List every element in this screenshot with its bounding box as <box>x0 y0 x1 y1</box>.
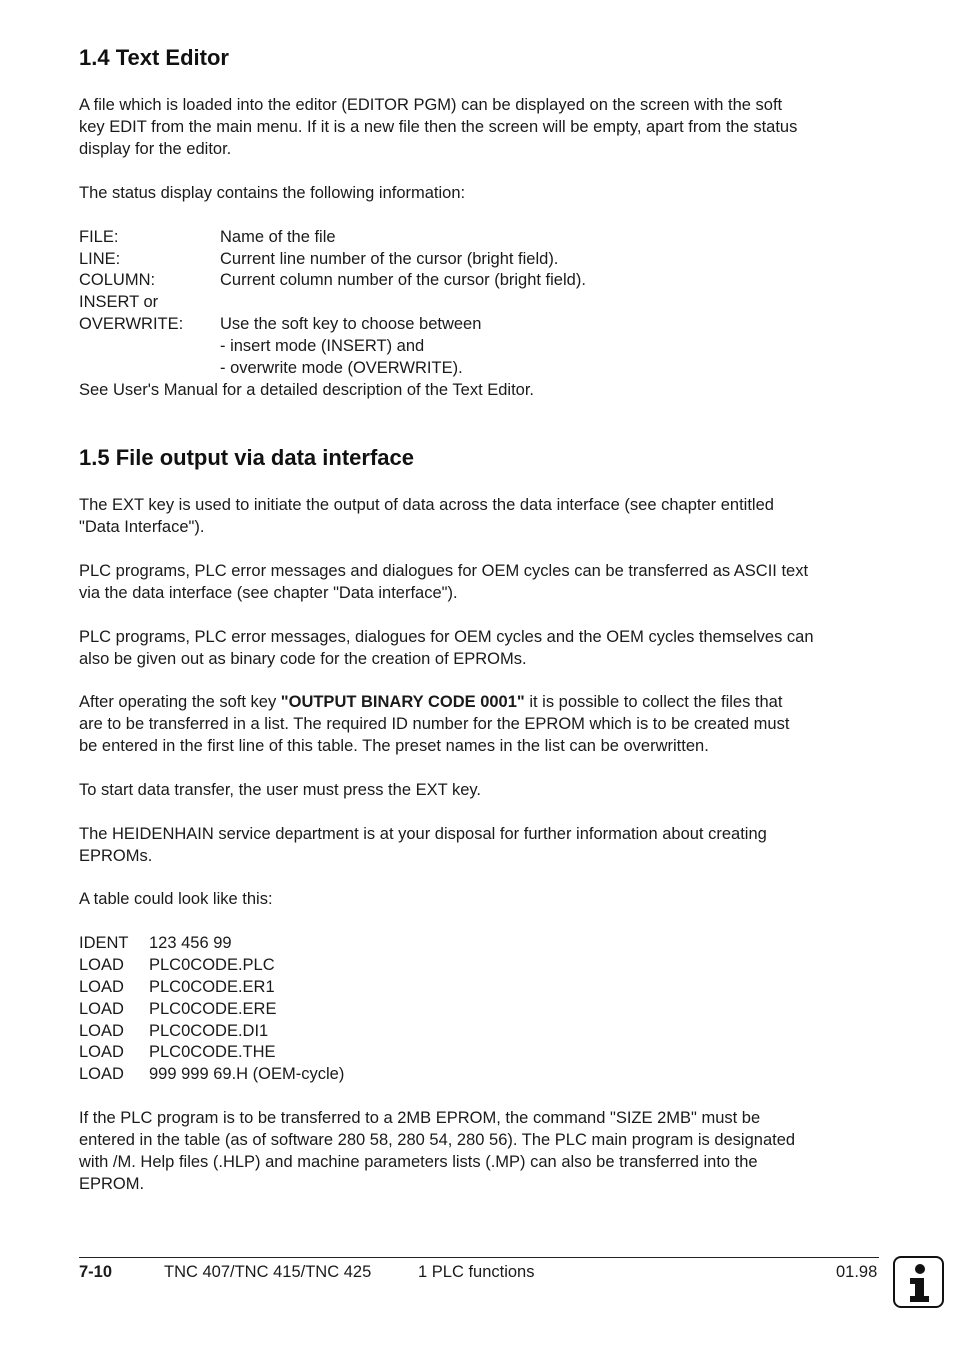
footer-chapter: 1 PLC functions <box>418 1263 535 1281</box>
paragraph-line: PLC programs, PLC error messages and dialogues for OEM cycles can be transferred as ASCII text <box>79 562 809 580</box>
info-icon <box>893 1256 944 1308</box>
definition-term: LINE: <box>79 250 121 268</box>
definition-term: INSERT or <box>79 293 159 311</box>
paragraph-line: PLC programs, PLC error messages, dialogues for OEM cycles and the OEM cycles themselves can <box>79 628 814 646</box>
footer-model: TNC 407/TNC 415/TNC 425 <box>164 1263 372 1281</box>
softkey-name: "OUTPUT BINARY CODE 0001" <box>280 693 525 711</box>
paragraph-line: EPROMs. <box>79 847 153 865</box>
page-number: 7-10 <box>79 1263 113 1281</box>
paragraph-line: with /M. Help files (.HLP) and machine parameters lists (.MP) can also be transferred into the <box>79 1153 758 1171</box>
table-argument: 999 999 69.H (OEM-cycle) <box>149 1065 345 1083</box>
table-argument: PLC0CODE.ERE <box>149 1000 277 1018</box>
paragraph-line: If the PLC program is to be transferred to a 2MB EPROM, the command "SIZE 2MB" must be <box>79 1109 761 1127</box>
paragraph-line <box>79 691 879 713</box>
definition-value: Name of the file <box>220 228 336 246</box>
definition-value: Use the soft key to choose between <box>220 315 482 333</box>
definition-term: COLUMN: <box>79 271 156 289</box>
section-heading-text-editor: 1.4 Text Editor <box>79 45 229 70</box>
section-heading-file-output: 1.5 File output via data interface <box>79 445 414 470</box>
table-command: LOAD <box>79 1000 124 1018</box>
paragraph-line: EPROM. <box>79 1175 145 1193</box>
paragraph-line: A file which is loaded into the editor (EDITOR PGM) can be displayed on the screen with the soft <box>79 96 783 114</box>
paragraph-line: display for the editor. <box>79 140 232 158</box>
table-argument: 123 456 99 <box>149 934 232 952</box>
definition-value: Current line number of the cursor (bright field). <box>220 250 559 268</box>
paragraph-line: also be given out as binary code for the creation of EPROMs. <box>79 650 527 668</box>
definition-value: - insert mode (INSERT) and <box>220 337 425 355</box>
table-command: LOAD <box>79 978 124 996</box>
text-run: it is possible to collect the files that <box>524 693 783 711</box>
table-command: LOAD <box>79 956 124 974</box>
table-argument: PLC0CODE.ER1 <box>149 978 275 996</box>
paragraph-line: key EDIT from the main menu. If it is a new file then the screen will be empty, apart from the status <box>79 118 798 136</box>
table-argument: PLC0CODE.PLC <box>149 956 275 974</box>
text-run: After operating the soft key <box>79 693 281 711</box>
paragraph-line: are to be transferred in a list. The required ID number for the EPROM which is to be created must <box>79 715 790 733</box>
paragraph-line: "Data Interface"). <box>79 518 205 536</box>
definition-value: - overwrite mode (OVERWRITE). <box>220 359 463 377</box>
definition-value: Current column number of the cursor (bright field). <box>220 271 586 289</box>
paragraph: A table could look like this: <box>79 890 273 908</box>
paragraph-line: via the data interface (see chapter "Data interface"). <box>79 584 458 602</box>
footer-date: 01.98 <box>836 1263 878 1281</box>
definition-term: OVERWRITE: <box>79 315 184 333</box>
table-command: LOAD <box>79 1043 124 1061</box>
footer-divider <box>79 1257 879 1258</box>
table-command: IDENT <box>79 934 129 952</box>
paragraph-line: The EXT key is used to initiate the output of data across the data interface (see chapter entitled <box>79 496 774 514</box>
table-command: LOAD <box>79 1022 124 1040</box>
paragraph-line: entered in the table (as of software 280 58, 280 54, 280 56). The PLC main program is designated <box>79 1131 796 1149</box>
paragraph: To start data transfer, the user must press the EXT key. <box>79 781 481 799</box>
paragraph-line: The HEIDENHAIN service department is at your disposal for further information about creating <box>79 825 767 843</box>
paragraph: The status display contains the following information: <box>79 184 466 202</box>
table-argument: PLC0CODE.DI1 <box>149 1022 269 1040</box>
table-argument: PLC0CODE.THE <box>149 1043 276 1061</box>
paragraph: See User's Manual for a detailed description of the Text Editor. <box>79 381 535 399</box>
definition-term: FILE: <box>79 228 119 246</box>
table-command: LOAD <box>79 1065 124 1083</box>
paragraph-line: be entered in the first line of this table. The preset names in the list can be overwritten. <box>79 737 709 755</box>
